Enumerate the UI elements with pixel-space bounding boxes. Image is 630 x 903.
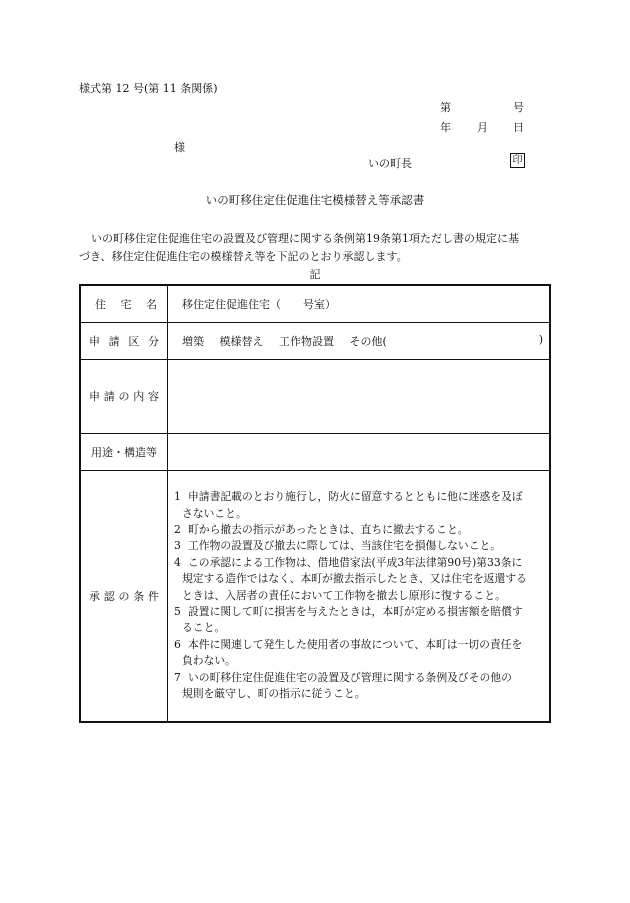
condition-item: 3 工作物の設置及び撤去に際しては、当該住宅を損傷しないこと。 [174, 539, 502, 553]
condition-item: 2 町から撤去の指示があったときは、直ちに撤去すること。 [174, 522, 469, 536]
addressee-suffix: 様 [174, 141, 185, 154]
usage-value[interactable] [168, 433, 551, 470]
label-conditions: 承 認 の 条 件 [80, 470, 168, 722]
label-residence: 住 宅 名 [80, 285, 168, 322]
condition-item: 5 設置に関して町に損害を与えたときは，本町が定める損害額を賠償す ること。 [174, 604, 523, 635]
row-usage [80, 433, 550, 470]
conditions-list [168, 470, 551, 722]
date-day: 日 [513, 121, 524, 134]
seal-mark: 印 [510, 153, 525, 168]
body-line-1: いの町移住定住促進住宅の設置及び管理に関する条例第19条第1項ただし書の規定に基 [91, 232, 519, 245]
option-structure[interactable]: 工作物設置 [279, 334, 334, 348]
number-suffix: 号 [513, 101, 524, 114]
condition-item: 7 いの町移住定住促進住宅の設置及び管理に関する条例及びその他の 規則を厳守し、町の指示に従うこと。 [174, 670, 512, 700]
option-extension[interactable]: 増築 [182, 334, 204, 348]
row-residence [80, 285, 550, 322]
application-options [168, 322, 551, 359]
row-application [80, 322, 550, 359]
form-number: 様式第 12 号(第 11 条関係) [79, 82, 218, 95]
approval-table [79, 284, 551, 723]
residence-value: 移住定住促進住宅（ 号室） [168, 285, 551, 322]
body-text [79, 230, 549, 266]
document-title: いの町移住定住促進住宅模様替え等承認書 [205, 193, 425, 207]
condition-item: 6 本件に関連して発生した使用者の事故について、本町は一切の責任を 負わない。 [174, 637, 523, 668]
content-value[interactable] [168, 359, 551, 433]
ki-heading: 記 [309, 268, 321, 281]
condition-item: 1 申請書記載のとおり施行し，防火に留意するとともに他に迷惑を及ぼ さないこと。 [174, 490, 523, 520]
date-month: 月 [477, 121, 488, 134]
condition-item: 4 この承認による工作物は、借地借家法(平成3年法律第90号)第33条に 規定する造作ではなく、本町が撤去指示したとき、又は住宅を返還する ときは、入居者の責任において工作物を撤去し原形に復すること。 [174, 555, 527, 602]
label-application: 申 請 区 分 [80, 322, 168, 359]
option-other-close: ) [538, 332, 543, 346]
label-usage: 用途・構造等 [80, 433, 168, 470]
date-year: 年 [440, 121, 451, 134]
body-line-2: づき、移住定住促進住宅の模様替え等を下記のとおり承認します。 [79, 250, 408, 263]
mayor-name: いの町長 [368, 157, 412, 170]
number-prefix: 第 [440, 101, 451, 114]
row-content [80, 359, 550, 433]
row-conditions [80, 470, 550, 722]
option-other[interactable]: その他( [349, 334, 387, 348]
label-content: 申 請 の 内 容 [80, 359, 168, 433]
option-remodel[interactable]: 模様替え [219, 334, 264, 348]
